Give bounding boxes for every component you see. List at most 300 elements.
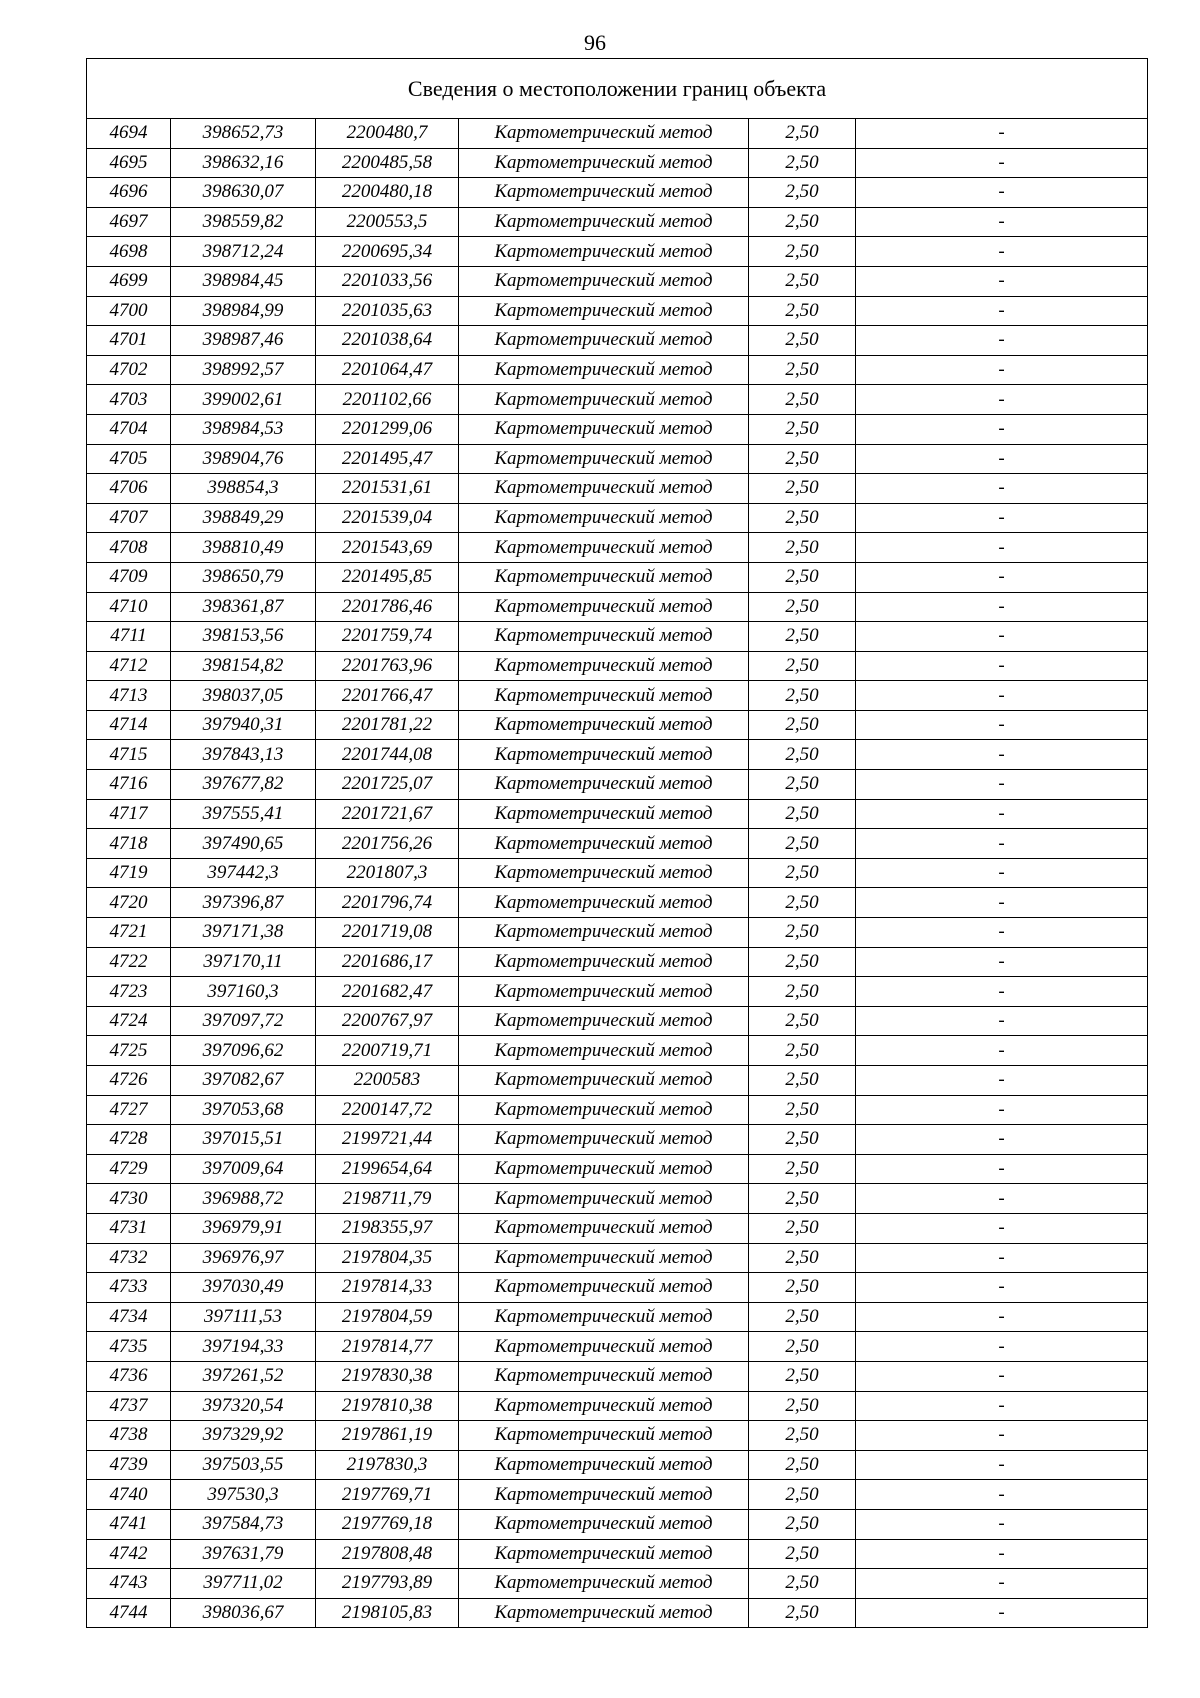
description-cell: - xyxy=(856,178,1148,208)
y-coordinate-cell: 2201781,22 xyxy=(316,710,459,740)
description-cell: - xyxy=(856,533,1148,563)
table-row xyxy=(87,1066,1148,1096)
description-cell: - xyxy=(856,1036,1148,1066)
accuracy-cell: 2,50 xyxy=(749,1154,856,1184)
y-coordinate-cell: 2200480,18 xyxy=(316,178,459,208)
point-number-cell: 4722 xyxy=(87,947,171,977)
point-number-cell: 4716 xyxy=(87,770,171,800)
method-cell: Картометрический метод xyxy=(459,1332,749,1362)
method-cell: Картометрический метод xyxy=(459,355,749,385)
point-number-cell: 4734 xyxy=(87,1302,171,1332)
method-cell: Картометрический метод xyxy=(459,474,749,504)
accuracy-cell: 2,50 xyxy=(749,1539,856,1569)
method-cell: Картометрический метод xyxy=(459,1036,749,1066)
accuracy-cell: 2,50 xyxy=(749,977,856,1007)
description-cell: - xyxy=(856,651,1148,681)
table-row xyxy=(87,562,1148,592)
description-cell: - xyxy=(856,710,1148,740)
point-number-cell: 4737 xyxy=(87,1391,171,1421)
x-coordinate-cell: 399002,61 xyxy=(171,385,316,415)
table-row xyxy=(87,947,1148,977)
x-coordinate-cell: 397015,51 xyxy=(171,1125,316,1155)
description-cell: - xyxy=(856,562,1148,592)
accuracy-cell: 2,50 xyxy=(749,858,856,888)
point-number-cell: 4706 xyxy=(87,474,171,504)
point-number-cell: 4726 xyxy=(87,1066,171,1096)
method-cell: Картометрический метод xyxy=(459,829,749,859)
accuracy-cell: 2,50 xyxy=(749,1273,856,1303)
method-cell: Картометрический метод xyxy=(459,414,749,444)
point-number-cell: 4741 xyxy=(87,1509,171,1539)
x-coordinate-cell: 397555,41 xyxy=(171,799,316,829)
description-cell: - xyxy=(856,1332,1148,1362)
point-number-cell: 4735 xyxy=(87,1332,171,1362)
table-row xyxy=(87,533,1148,563)
y-coordinate-cell: 2200553,5 xyxy=(316,207,459,237)
point-number-cell: 4697 xyxy=(87,207,171,237)
x-coordinate-cell: 397711,02 xyxy=(171,1569,316,1599)
accuracy-cell: 2,50 xyxy=(749,770,856,800)
accuracy-cell: 2,50 xyxy=(749,1243,856,1273)
description-cell: - xyxy=(856,474,1148,504)
method-cell: Картометрический метод xyxy=(459,1066,749,1096)
y-coordinate-cell: 2197814,33 xyxy=(316,1273,459,1303)
table-row xyxy=(87,474,1148,504)
y-coordinate-cell: 2200485,58 xyxy=(316,148,459,178)
method-cell: Картометрический метод xyxy=(459,1006,749,1036)
accuracy-cell: 2,50 xyxy=(749,947,856,977)
x-coordinate-cell: 398984,99 xyxy=(171,296,316,326)
table-row xyxy=(87,1302,1148,1332)
description-cell: - xyxy=(856,1243,1148,1273)
description-cell: - xyxy=(856,829,1148,859)
method-cell: Картометрический метод xyxy=(459,592,749,622)
accuracy-cell: 2,50 xyxy=(749,1095,856,1125)
description-cell: - xyxy=(856,414,1148,444)
method-cell: Картометрический метод xyxy=(459,1302,749,1332)
y-coordinate-cell: 2197830,3 xyxy=(316,1450,459,1480)
description-cell: - xyxy=(856,1569,1148,1599)
point-number-cell: 4739 xyxy=(87,1450,171,1480)
table-row xyxy=(87,503,1148,533)
point-number-cell: 4709 xyxy=(87,562,171,592)
x-coordinate-cell: 397677,82 xyxy=(171,770,316,800)
table-row xyxy=(87,1184,1148,1214)
y-coordinate-cell: 2198355,97 xyxy=(316,1213,459,1243)
description-cell: - xyxy=(856,266,1148,296)
table-row xyxy=(87,385,1148,415)
x-coordinate-cell: 397442,3 xyxy=(171,858,316,888)
description-cell: - xyxy=(856,1509,1148,1539)
x-coordinate-cell: 397009,64 xyxy=(171,1154,316,1184)
accuracy-cell: 2,50 xyxy=(749,237,856,267)
table-row xyxy=(87,1539,1148,1569)
x-coordinate-cell: 397843,13 xyxy=(171,740,316,770)
point-number-cell: 4703 xyxy=(87,385,171,415)
accuracy-cell: 2,50 xyxy=(749,1036,856,1066)
point-number-cell: 4731 xyxy=(87,1213,171,1243)
y-coordinate-cell: 2197830,38 xyxy=(316,1361,459,1391)
y-coordinate-cell: 2201102,66 xyxy=(316,385,459,415)
method-cell: Картометрический метод xyxy=(459,710,749,740)
method-cell: Картометрический метод xyxy=(459,1450,749,1480)
table-row xyxy=(87,1095,1148,1125)
y-coordinate-cell: 2200695,34 xyxy=(316,237,459,267)
description-cell: - xyxy=(856,740,1148,770)
x-coordinate-cell: 397503,55 xyxy=(171,1450,316,1480)
x-coordinate-cell: 397194,33 xyxy=(171,1332,316,1362)
method-cell: Картометрический метод xyxy=(459,1361,749,1391)
y-coordinate-cell: 2197810,38 xyxy=(316,1391,459,1421)
table-row xyxy=(87,296,1148,326)
table-row xyxy=(87,1273,1148,1303)
description-cell: - xyxy=(856,1273,1148,1303)
point-number-cell: 4729 xyxy=(87,1154,171,1184)
x-coordinate-cell: 398361,87 xyxy=(171,592,316,622)
table-row xyxy=(87,1006,1148,1036)
method-cell: Картометрический метод xyxy=(459,947,749,977)
description-cell: - xyxy=(856,503,1148,533)
y-coordinate-cell: 2199721,44 xyxy=(316,1125,459,1155)
table-row xyxy=(87,799,1148,829)
point-number-cell: 4742 xyxy=(87,1539,171,1569)
y-coordinate-cell: 2197861,19 xyxy=(316,1421,459,1451)
x-coordinate-cell: 398984,45 xyxy=(171,266,316,296)
accuracy-cell: 2,50 xyxy=(749,326,856,356)
point-number-cell: 4704 xyxy=(87,414,171,444)
table-row xyxy=(87,1598,1148,1628)
x-coordinate-cell: 398154,82 xyxy=(171,651,316,681)
method-cell: Картометрический метод xyxy=(459,622,749,652)
accuracy-cell: 2,50 xyxy=(749,444,856,474)
accuracy-cell: 2,50 xyxy=(749,799,856,829)
y-coordinate-cell: 2201064,47 xyxy=(316,355,459,385)
description-cell: - xyxy=(856,1213,1148,1243)
method-cell: Картометрический метод xyxy=(459,562,749,592)
accuracy-cell: 2,50 xyxy=(749,622,856,652)
method-cell: Картометрический метод xyxy=(459,207,749,237)
description-cell: - xyxy=(856,119,1148,149)
x-coordinate-cell: 398559,82 xyxy=(171,207,316,237)
point-number-cell: 4724 xyxy=(87,1006,171,1036)
description-cell: - xyxy=(856,1450,1148,1480)
y-coordinate-cell: 2201531,61 xyxy=(316,474,459,504)
y-coordinate-cell: 2201807,3 xyxy=(316,858,459,888)
y-coordinate-cell: 2201756,26 xyxy=(316,829,459,859)
y-coordinate-cell: 2197804,35 xyxy=(316,1243,459,1273)
method-cell: Картометрический метод xyxy=(459,918,749,948)
description-cell: - xyxy=(856,355,1148,385)
method-cell: Картометрический метод xyxy=(459,178,749,208)
accuracy-cell: 2,50 xyxy=(749,1332,856,1362)
description-cell: - xyxy=(856,296,1148,326)
y-coordinate-cell: 2201038,64 xyxy=(316,326,459,356)
x-coordinate-cell: 397170,11 xyxy=(171,947,316,977)
description-cell: - xyxy=(856,1125,1148,1155)
table-row xyxy=(87,148,1148,178)
x-coordinate-cell: 398036,67 xyxy=(171,1598,316,1628)
method-cell: Картометрический метод xyxy=(459,1125,749,1155)
point-number-cell: 4727 xyxy=(87,1095,171,1125)
description-cell: - xyxy=(856,1391,1148,1421)
y-coordinate-cell: 2201763,96 xyxy=(316,651,459,681)
accuracy-cell: 2,50 xyxy=(749,474,856,504)
table-row xyxy=(87,1450,1148,1480)
point-number-cell: 4744 xyxy=(87,1598,171,1628)
accuracy-cell: 2,50 xyxy=(749,562,856,592)
accuracy-cell: 2,50 xyxy=(749,1598,856,1628)
description-cell: - xyxy=(856,444,1148,474)
description-cell: - xyxy=(856,799,1148,829)
method-cell: Картометрический метод xyxy=(459,1184,749,1214)
accuracy-cell: 2,50 xyxy=(749,414,856,444)
table-row xyxy=(87,237,1148,267)
page-number: 96 xyxy=(584,30,606,55)
y-coordinate-cell: 2201766,47 xyxy=(316,681,459,711)
table-row xyxy=(87,178,1148,208)
table-row xyxy=(87,918,1148,948)
x-coordinate-cell: 396976,97 xyxy=(171,1243,316,1273)
x-coordinate-cell: 398987,46 xyxy=(171,326,316,356)
table-row xyxy=(87,888,1148,918)
table-row xyxy=(87,1213,1148,1243)
point-number-cell: 4720 xyxy=(87,888,171,918)
x-coordinate-cell: 397171,38 xyxy=(171,918,316,948)
table-row xyxy=(87,1036,1148,1066)
method-cell: Картометрический метод xyxy=(459,1480,749,1510)
x-coordinate-cell: 397530,3 xyxy=(171,1480,316,1510)
method-cell: Картометрический метод xyxy=(459,385,749,415)
method-cell: Картометрический метод xyxy=(459,266,749,296)
description-cell: - xyxy=(856,858,1148,888)
description-cell: - xyxy=(856,1006,1148,1036)
accuracy-cell: 2,50 xyxy=(749,1125,856,1155)
point-number-cell: 4710 xyxy=(87,592,171,622)
accuracy-cell: 2,50 xyxy=(749,385,856,415)
point-number-cell: 4694 xyxy=(87,119,171,149)
description-cell: - xyxy=(856,681,1148,711)
x-coordinate-cell: 397082,67 xyxy=(171,1066,316,1096)
point-number-cell: 4717 xyxy=(87,799,171,829)
accuracy-cell: 2,50 xyxy=(749,592,856,622)
point-number-cell: 4700 xyxy=(87,296,171,326)
method-cell: Картометрический метод xyxy=(459,119,749,149)
x-coordinate-cell: 396979,91 xyxy=(171,1213,316,1243)
table-header-row xyxy=(87,59,1148,119)
x-coordinate-cell: 397631,79 xyxy=(171,1539,316,1569)
x-coordinate-cell: 398652,73 xyxy=(171,119,316,149)
y-coordinate-cell: 2201539,04 xyxy=(316,503,459,533)
y-coordinate-cell: 2197793,89 xyxy=(316,1569,459,1599)
table-row xyxy=(87,740,1148,770)
y-coordinate-cell: 2201796,74 xyxy=(316,888,459,918)
y-coordinate-cell: 2201686,17 xyxy=(316,947,459,977)
description-cell: - xyxy=(856,1421,1148,1451)
table-row xyxy=(87,1154,1148,1184)
y-coordinate-cell: 2197814,77 xyxy=(316,1332,459,1362)
point-number-cell: 4740 xyxy=(87,1480,171,1510)
table-row xyxy=(87,710,1148,740)
x-coordinate-cell: 398650,79 xyxy=(171,562,316,592)
accuracy-cell: 2,50 xyxy=(749,740,856,770)
y-coordinate-cell: 2197808,48 xyxy=(316,1539,459,1569)
description-cell: - xyxy=(856,947,1148,977)
point-number-cell: 4730 xyxy=(87,1184,171,1214)
accuracy-cell: 2,50 xyxy=(749,296,856,326)
description-cell: - xyxy=(856,237,1148,267)
point-number-cell: 4743 xyxy=(87,1569,171,1599)
table-row xyxy=(87,1243,1148,1273)
table-row xyxy=(87,1421,1148,1451)
method-cell: Картометрический метод xyxy=(459,1509,749,1539)
table-row xyxy=(87,1125,1148,1155)
point-number-cell: 4736 xyxy=(87,1361,171,1391)
x-coordinate-cell: 396988,72 xyxy=(171,1184,316,1214)
point-number-cell: 4713 xyxy=(87,681,171,711)
description-cell: - xyxy=(856,385,1148,415)
point-number-cell: 4699 xyxy=(87,266,171,296)
description-cell: - xyxy=(856,622,1148,652)
description-cell: - xyxy=(856,1066,1148,1096)
description-cell: - xyxy=(856,207,1148,237)
method-cell: Картометрический метод xyxy=(459,740,749,770)
y-coordinate-cell: 2198105,83 xyxy=(316,1598,459,1628)
method-cell: Картометрический метод xyxy=(459,1569,749,1599)
description-cell: - xyxy=(856,1598,1148,1628)
x-coordinate-cell: 397030,49 xyxy=(171,1273,316,1303)
table-title: Сведения о местоположении границ объекта xyxy=(87,59,1148,119)
x-coordinate-cell: 398904,76 xyxy=(171,444,316,474)
description-cell: - xyxy=(856,1095,1148,1125)
point-number-cell: 4723 xyxy=(87,977,171,1007)
method-cell: Картометрический метод xyxy=(459,651,749,681)
point-number-cell: 4714 xyxy=(87,710,171,740)
point-number-cell: 4732 xyxy=(87,1243,171,1273)
description-cell: - xyxy=(856,1184,1148,1214)
x-coordinate-cell: 398037,05 xyxy=(171,681,316,711)
y-coordinate-cell: 2200583 xyxy=(316,1066,459,1096)
x-coordinate-cell: 398854,3 xyxy=(171,474,316,504)
table-row xyxy=(87,681,1148,711)
y-coordinate-cell: 2201033,56 xyxy=(316,266,459,296)
accuracy-cell: 2,50 xyxy=(749,1213,856,1243)
x-coordinate-cell: 397396,87 xyxy=(171,888,316,918)
method-cell: Картометрический метод xyxy=(459,1421,749,1451)
x-coordinate-cell: 398810,49 xyxy=(171,533,316,563)
x-coordinate-cell: 398984,53 xyxy=(171,414,316,444)
method-cell: Картометрический метод xyxy=(459,503,749,533)
method-cell: Картометрический метод xyxy=(459,681,749,711)
y-coordinate-cell: 2201725,07 xyxy=(316,770,459,800)
point-number-cell: 4728 xyxy=(87,1125,171,1155)
description-cell: - xyxy=(856,918,1148,948)
accuracy-cell: 2,50 xyxy=(749,207,856,237)
y-coordinate-cell: 2201495,47 xyxy=(316,444,459,474)
table-row xyxy=(87,770,1148,800)
accuracy-cell: 2,50 xyxy=(749,1450,856,1480)
description-cell: - xyxy=(856,1154,1148,1184)
boundary-coordinates-table xyxy=(86,58,1148,1628)
method-cell: Картометрический метод xyxy=(459,326,749,356)
point-number-cell: 4702 xyxy=(87,355,171,385)
method-cell: Картометрический метод xyxy=(459,1598,749,1628)
y-coordinate-cell: 2201682,47 xyxy=(316,977,459,1007)
point-number-cell: 4721 xyxy=(87,918,171,948)
method-cell: Картометрический метод xyxy=(459,148,749,178)
y-coordinate-cell: 2201721,67 xyxy=(316,799,459,829)
x-coordinate-cell: 398630,07 xyxy=(171,178,316,208)
description-cell: - xyxy=(856,1361,1148,1391)
y-coordinate-cell: 2200719,71 xyxy=(316,1036,459,1066)
description-cell: - xyxy=(856,148,1148,178)
x-coordinate-cell: 397490,65 xyxy=(171,829,316,859)
method-cell: Картометрический метод xyxy=(459,1213,749,1243)
accuracy-cell: 2,50 xyxy=(749,918,856,948)
table-row xyxy=(87,1569,1148,1599)
accuracy-cell: 2,50 xyxy=(749,148,856,178)
description-cell: - xyxy=(856,1480,1148,1510)
point-number-cell: 4725 xyxy=(87,1036,171,1066)
accuracy-cell: 2,50 xyxy=(749,119,856,149)
table-row xyxy=(87,829,1148,859)
description-cell: - xyxy=(856,977,1148,1007)
accuracy-cell: 2,50 xyxy=(749,1391,856,1421)
x-coordinate-cell: 397329,92 xyxy=(171,1421,316,1451)
x-coordinate-cell: 397261,52 xyxy=(171,1361,316,1391)
table-row xyxy=(87,355,1148,385)
method-cell: Картометрический метод xyxy=(459,858,749,888)
point-number-cell: 4701 xyxy=(87,326,171,356)
accuracy-cell: 2,50 xyxy=(749,829,856,859)
table-row xyxy=(87,414,1148,444)
method-cell: Картометрический метод xyxy=(459,533,749,563)
table-row xyxy=(87,1332,1148,1362)
y-coordinate-cell: 2201786,46 xyxy=(316,592,459,622)
accuracy-cell: 2,50 xyxy=(749,1569,856,1599)
table-row xyxy=(87,444,1148,474)
method-cell: Картометрический метод xyxy=(459,977,749,1007)
description-cell: - xyxy=(856,592,1148,622)
point-number-cell: 4711 xyxy=(87,622,171,652)
y-coordinate-cell: 2197769,18 xyxy=(316,1509,459,1539)
table-row xyxy=(87,858,1148,888)
point-number-cell: 4695 xyxy=(87,148,171,178)
description-cell: - xyxy=(856,326,1148,356)
x-coordinate-cell: 397097,72 xyxy=(171,1006,316,1036)
description-cell: - xyxy=(856,888,1148,918)
accuracy-cell: 2,50 xyxy=(749,1509,856,1539)
x-coordinate-cell: 397096,62 xyxy=(171,1036,316,1066)
table-row xyxy=(87,651,1148,681)
x-coordinate-cell: 397320,54 xyxy=(171,1391,316,1421)
table-row xyxy=(87,266,1148,296)
point-number-cell: 4696 xyxy=(87,178,171,208)
y-coordinate-cell: 2201299,06 xyxy=(316,414,459,444)
method-cell: Картометрический метод xyxy=(459,1154,749,1184)
accuracy-cell: 2,50 xyxy=(749,1184,856,1214)
x-coordinate-cell: 398712,24 xyxy=(171,237,316,267)
table-row xyxy=(87,326,1148,356)
x-coordinate-cell: 397160,3 xyxy=(171,977,316,1007)
method-cell: Картометрический метод xyxy=(459,1391,749,1421)
accuracy-cell: 2,50 xyxy=(749,178,856,208)
y-coordinate-cell: 2201543,69 xyxy=(316,533,459,563)
point-number-cell: 4707 xyxy=(87,503,171,533)
table-row xyxy=(87,1480,1148,1510)
y-coordinate-cell: 2201744,08 xyxy=(316,740,459,770)
accuracy-cell: 2,50 xyxy=(749,681,856,711)
method-cell: Картометрический метод xyxy=(459,296,749,326)
